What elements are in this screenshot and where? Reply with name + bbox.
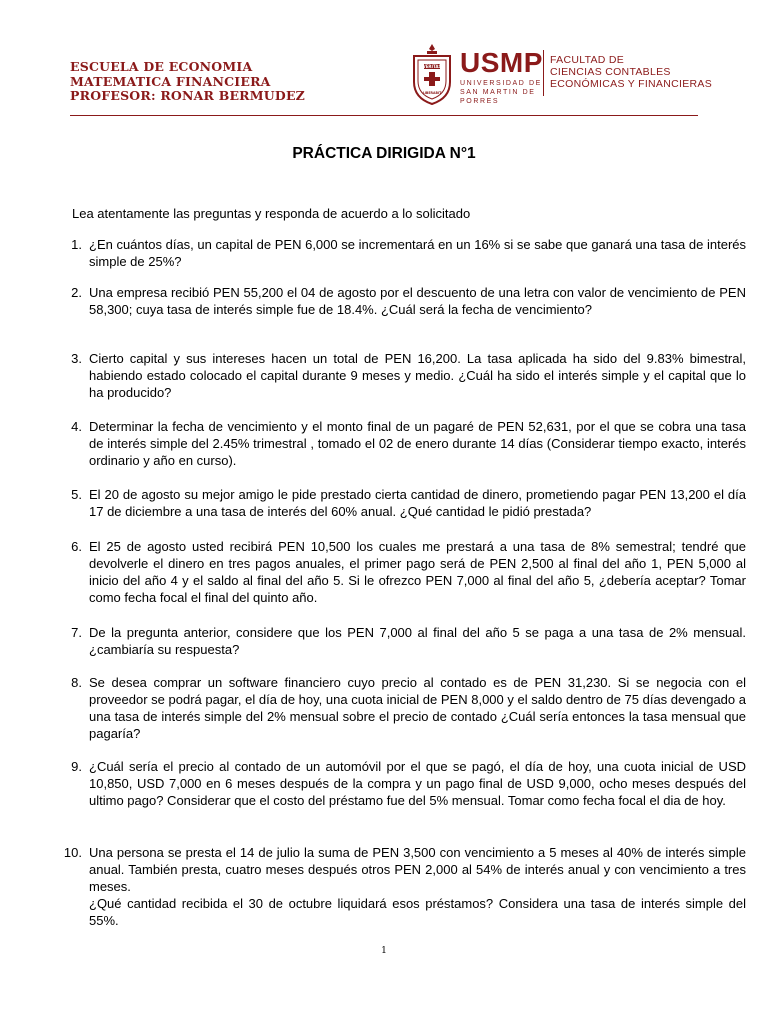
question-text: El 20 de agosto su mejor amigo le pide prestado cierta cantidad de dinero, prometiendo pagar PEN 13,200 el día 17 de diciembre a una tasa de interés del 60% anual. ¿Qué cantidad le pidió prestada? xyxy=(89,487,746,519)
question-text-part-1: Una persona se presta el 14 de julio la suma de PEN 3,500 con vencimiento a 5 meses al 40% de interés simple anual. También presta, cuatro meses después otros PEN 2,000 al 54% de interés anual y con vencimiento a tres meses. xyxy=(89,845,746,894)
shield-icon xyxy=(410,42,454,106)
question-number: 6. xyxy=(71,539,82,554)
question-number: 9. xyxy=(71,759,82,774)
question-text xyxy=(89,844,746,929)
question-number: 4. xyxy=(71,419,82,434)
question-number: 1. xyxy=(71,237,82,252)
question-text: ¿En cuántos días, un capital de PEN 6,000 se incrementará en un 16% si se sabe que ganará una tasa de interés simple de 25%? xyxy=(89,237,746,269)
question-number: 10. xyxy=(63,845,82,860)
logo-divider xyxy=(543,50,544,96)
course-name: MATEMATICA FINANCIERA xyxy=(70,73,271,89)
school-name: ESCUELA DE ECONOMIA xyxy=(70,59,253,74)
header-rule xyxy=(70,115,698,116)
faculty-line-2: CIENCIAS CONTABLES xyxy=(550,66,671,78)
school-info xyxy=(70,60,305,104)
question-number: 7. xyxy=(71,625,82,640)
question-text: Cierto capital y sus intereses hacen un total de PEN 16,200. La tasa aplicada ha sido del 9.83% bimestral, habiendo estado colocado el capital durante 9 meses y medio. ¿Cuál ha sido el interés simple y el capital que lo ha producido? xyxy=(89,351,746,400)
shield-motto-top: VERITAS xyxy=(422,64,442,69)
question-number: 2. xyxy=(71,285,82,300)
question-text: ¿Cuál sería el precio al contado de un automóvil por el que se pagó, el día de hoy, una cuota inicial de USD 10,850, USD 7,000 en 6 meses después de la compra y un pago final de USD 9,000, ocho meses después del ultimo pago? Considerar que el costo del préstamo fue del 5% mensual. Tomar como fecha focal el dia de hoy. xyxy=(89,759,746,808)
shield-motto-bottom: LIBERABIT xyxy=(422,91,442,95)
question-number: 3. xyxy=(71,351,82,366)
faculty-name xyxy=(550,54,712,90)
usmp-logo xyxy=(410,42,713,108)
question-text: Determinar la fecha de vencimiento y el monto final de un pagaré de PEN 52,631, por el que se cobra una tasa de interés simple del 2.45% trimestral , tomado el 02 de enero durante 14 días (Considerar tiempo exacto, interés ordinario y año en curso). xyxy=(89,419,746,468)
question-text: El 25 de agosto usted recibirá PEN 10,500 los cuales me prestará a una tasa de 8% semestral; tendré que devolverle el dinero en tres pagos anuales, el primer pago será de PEN 2,500 al final del año 1, PEN 5,000 al inicio del año 4 y el saldo al final del año 5. Si le ofrezco PEN 7,000 al final del año 5, ¿debería aceptar? Tomar como fecha focal el final del quinto año. xyxy=(89,539,746,605)
question-text-part-2: ¿Qué cantidad recibida el 30 de octubre liquidará esos préstamos? Considera una tasa de interés simple del 55%. xyxy=(89,896,746,928)
university-name: UNIVERSIDAD DE SAN MARTIN DE PORRES xyxy=(460,80,542,105)
faculty-line-3: ECONÓMICAS Y FINANCIERAS xyxy=(550,78,713,90)
page-number: 1 xyxy=(381,946,387,956)
question-number: 8. xyxy=(71,675,82,690)
faculty-line-1: FACULTAD DE xyxy=(550,54,625,66)
instructions: Lea atentamente las preguntas y responda de acuerdo a lo solicitado xyxy=(72,206,471,221)
professor-name: PROFESOR: RONAR BERMUDEZ xyxy=(70,88,306,103)
page-title: PRÁCTICA DIRIGIDA N°1 xyxy=(292,145,476,162)
usmp-wordmark: USMP xyxy=(460,47,543,78)
question-number: 5. xyxy=(71,487,82,502)
question-text: Se desea comprar un software financiero cuyo precio al contado es de PEN 31,230. Si se negocia con el proveedor se podrá pagar, el día de hoy, una cuota inicial de PEN 8,000 y el saldo dentro de 75 días devengado a una tasa de interés simple del 2% mensual sobre el precio de contado ¿Cuál sería entonces la tasa mensual que pagaría? xyxy=(89,675,746,741)
question-text: De la pregunta anterior, considere que los PEN 7,000 al final del año 5 se paga a una tasa de 2% mensual. ¿cambiaría su respuesta? xyxy=(89,625,746,657)
question-text: Una empresa recibió PEN 55,200 el 04 de agosto por el descuento de una letra con valor de vencimiento de PEN 58,300; cuya tasa de interés simple fue de 18.4%. ¿Cuál será la fecha de vencimiento? xyxy=(89,285,746,317)
